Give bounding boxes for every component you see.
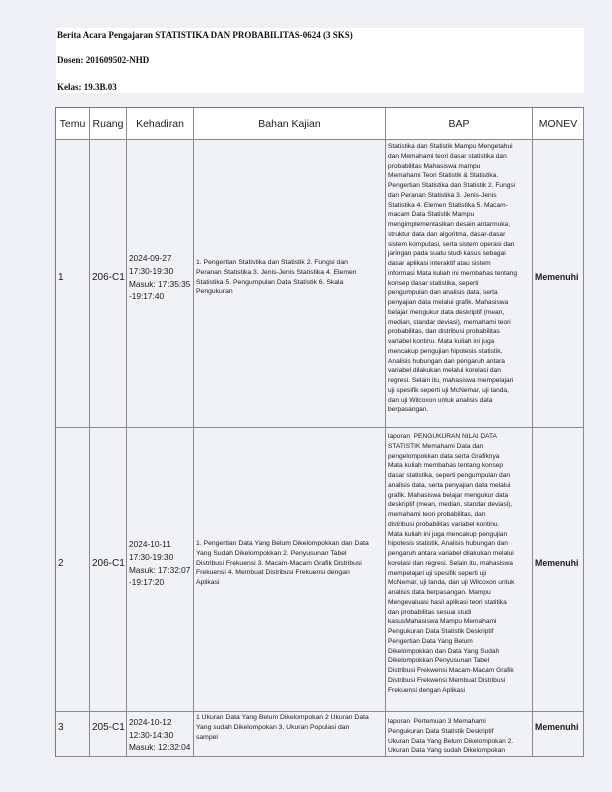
text-line: regresi. Selain itu, mahasiswa mempelajari	[388, 377, 514, 384]
text-line: dasar aplikasi interaktif atau sistem	[388, 260, 491, 267]
text-line: median, standar deviasi), memahami teori	[388, 318, 511, 326]
text-line: mempelajari uji spesifik seperti uji	[388, 569, 487, 577]
text-line: Distribusi Frekwensi Macam-Macam Grafik	[388, 667, 514, 674]
attendance-text	[129, 538, 190, 588]
text-line: 1. Pengertian Data Yang Belum Dikelompokkan dan Data	[196, 540, 369, 548]
monev-status: Memenuhi	[533, 428, 584, 712]
text-line: korelasi dan regresi. Selain itu, mahasiswa	[388, 559, 513, 567]
text-line: penyajian data melalui grafik. Mahasiswa	[388, 299, 509, 306]
text-line: Mata kuliah ini juga mencakup pengujian	[388, 530, 508, 538]
text-line: variabel dilakukan melalui korelasi dan	[388, 367, 501, 375]
text-line: kasusMahasiswa Mampu Memahami	[388, 618, 497, 626]
study-material-cell	[194, 140, 386, 428]
text-line: 2024-10-11	[129, 539, 171, 550]
document-header	[56, 28, 584, 93]
header-ruang: Ruang	[90, 108, 127, 140]
meeting-number: 2	[56, 428, 90, 712]
text-line: 17:30-19:30	[129, 551, 174, 562]
text-line: Statistika dan Statistik Mampu Mengetahui	[388, 143, 513, 150]
text-line: STATISTIK Memahami Data dan	[388, 442, 484, 450]
text-line: Pengertian Data Yang Belum	[388, 637, 473, 645]
text-line: Mengevaluasi hasil aplikasi teori statitika	[388, 598, 507, 606]
header-temu: Temu	[56, 108, 90, 140]
text-line: -19:17:20	[129, 577, 165, 588]
header-bap: BAP	[386, 108, 533, 140]
text-line: Pengertian Statistika dan Statistik 2. Fungsi	[388, 182, 516, 189]
text-line: hipotesis statistik, Analisis hubungan dan	[388, 540, 508, 548]
header-monev: MONEV	[533, 108, 584, 140]
study-material-text	[196, 539, 369, 588]
text-line: Masuk: 17:35:35	[129, 278, 191, 289]
bap-text	[388, 142, 517, 415]
text-line: distribusi probabilitas variabel kontinu.	[388, 520, 500, 528]
header-kehadiran: Kehadiran	[127, 108, 194, 140]
text-line: Mata kuliah membahas tentang konsep	[388, 462, 504, 470]
text-line: dan Peranan Statistika 3. Jenis-Jenis	[388, 191, 497, 199]
text-line: Dikelompokkan Penyusunan Tabel	[388, 657, 490, 665]
room: 205-C1	[90, 712, 127, 757]
text-line: macam Data Statistik Mampu	[388, 211, 475, 219]
text-line: Analisis hubungan dan pengaruh antara	[388, 357, 505, 365]
study-material-text	[196, 713, 369, 742]
teaching-report-table	[55, 107, 584, 757]
text-line: Frekuensi dengan Aplikasi	[388, 686, 465, 694]
text-line: mengimplementasikan desain antarmuka,	[388, 221, 511, 228]
text-line: Ukuran Data Yang sudah Dikelompokan	[388, 747, 506, 755]
room: 206-C1	[90, 428, 127, 712]
room: 206-C1	[90, 140, 127, 428]
text-line: Statistika 5. Pengumpulan Data Statistik 6. Skala	[196, 278, 344, 286]
text-line: jaringan pada suatu studi kasus sebagai	[388, 250, 506, 258]
text-line: grafik. Mahasiswa belajar mengukur data	[388, 491, 509, 499]
attendance-cell	[127, 428, 194, 712]
text-line: konsep dasar statistika, seperti	[388, 279, 479, 287]
text-line: Masuk: 17:32:07	[129, 564, 191, 575]
header-bahan-kajian: Bahan Kajian	[194, 108, 386, 140]
text-line: dasar statistika, seperti pengumpulan dan	[388, 472, 511, 479]
text-line: 2024-10-12	[129, 717, 172, 727]
text-line: 1. Pengertian Statistika dan Statistik 2. Fungsi dan	[196, 259, 348, 266]
text-line: deskriptif (mean, median, standar deviasi),	[388, 501, 513, 509]
text-line: analisis data, serta penyajian data melalui	[388, 481, 511, 489]
text-line: Pengukuran Data Statistik Deskriptif	[388, 727, 494, 735]
text-line: laporan PENGUKURAN NILAI DATA	[388, 433, 497, 440]
text-line: Yang Sudah Dikelompokkan 2. Penyusunan Tabel	[196, 549, 347, 557]
text-line: sistem komputasi, serta sistem operasi dan	[388, 240, 515, 248]
text-line: informasi Mata kuliah ini membahas tentang	[388, 269, 518, 277]
text-line: Aplikasi	[196, 579, 220, 587]
text-line: variabel kontinu. Mata kuliah ini juga	[388, 338, 495, 345]
bap-text	[388, 432, 514, 695]
text-line: -19:17:40	[129, 291, 165, 302]
document-title: Berita Acara Pengajaran STATISTIKA DAN PROBABILITAS-0624 (3 SKS)	[57, 29, 353, 40]
text-line: Masuk: 12:32:04	[129, 742, 191, 753]
text-line: Pengukuran Data Statistik Deskriptif	[388, 628, 494, 635]
text-line: Peranan Statistika 3. Jenis-Jenis Statistika 4. Elemen	[196, 268, 357, 276]
bap-text	[388, 717, 513, 756]
text-line: Dikelompokkan dan Data Yang Sudah	[388, 647, 500, 655]
text-line: uji spesifik seperti uji McNemar, uji tanda,	[388, 386, 509, 394]
text-line: belajar mengukur data deskriptif (mean,	[388, 308, 505, 316]
text-line: Pengukuran	[196, 288, 233, 296]
text-line: 2024-09-27	[129, 253, 172, 264]
bap-cell	[386, 140, 533, 428]
text-line: dan Memahami teori dasar statistika dan	[388, 152, 507, 160]
text-line: probabilitas Mahasiswa mampu	[388, 162, 481, 170]
study-material-cell	[194, 712, 386, 757]
text-line: pengumpulan dan analisis data, serta	[388, 289, 498, 297]
text-line: Statistika 4. Elemen Statistika 5. Macam-	[388, 201, 508, 209]
text-line: probabilitas, dan distribusi probabilitas	[388, 328, 500, 336]
text-line: laporan Pertemuan 3 Memahami	[388, 718, 486, 725]
monev-status: Memenuhi	[533, 712, 584, 757]
text-line: Memahami Teori Statistik & Statistika.	[388, 172, 499, 180]
text-line: struktur data dan algoritma, dasar-dasar	[388, 230, 506, 238]
text-line: dan probabilitas sesuai studi	[388, 608, 472, 616]
text-line: Distribusi Frekwensi Membuat Distribusi	[388, 676, 506, 684]
text-line: mencakup pengujian hipotesis statistik,	[388, 347, 503, 355]
text-line: memahami teori probabilitas, dan	[388, 511, 486, 518]
text-line: 12:30-14:30	[129, 729, 174, 740]
text-line: Frekuensi 4. Membuat Distribusi Frekuensi dengan	[196, 569, 350, 577]
study-material-cell	[194, 428, 386, 712]
text-line: pengaruh antara variabel dilakukan melalui	[388, 550, 514, 557]
text-line: pengelompokkan data serta Grafiknya	[388, 452, 500, 460]
lecturer-info: Dosen: 201609502-NHD	[57, 54, 150, 65]
text-line: analisis data berpasangan. Mampu	[388, 589, 491, 596]
attendance-text	[129, 252, 190, 302]
attendance-cell	[127, 712, 194, 757]
text-line: Yang sudah Dikelompokan 3, Ukuran Populasi dan	[196, 723, 350, 731]
meeting-number: 1	[56, 140, 90, 428]
text-line: dan uji Wilcoxon untuk analisis data	[388, 396, 493, 404]
text-line: 17:30-19:30	[129, 265, 174, 276]
class-info: Kelas: 19.3B.03	[57, 81, 117, 92]
text-line: berpasangan.	[388, 406, 429, 414]
text-line: Distribusi Frekuensi 3. Macam-Macam Grafik Distribusi	[196, 559, 362, 567]
text-line: sampel	[196, 733, 218, 741]
monev-status: Memenuhi	[533, 140, 584, 428]
text-line: McNemar, uji tanda, dan uji Wilcoxon untuk	[388, 579, 515, 587]
bap-cell	[386, 712, 533, 757]
bap-cell	[386, 428, 533, 712]
attendance-cell	[127, 140, 194, 428]
text-line: 1 Ukuran Data Yang Belum Dikelompokan 2 Ukuran Data	[196, 714, 369, 721]
attendance-text	[129, 716, 190, 754]
text-line: Ukuran Data Yang Belum Dikelompokan 2.	[388, 737, 514, 745]
study-material-text	[196, 258, 357, 297]
meeting-number: 3	[56, 712, 90, 757]
